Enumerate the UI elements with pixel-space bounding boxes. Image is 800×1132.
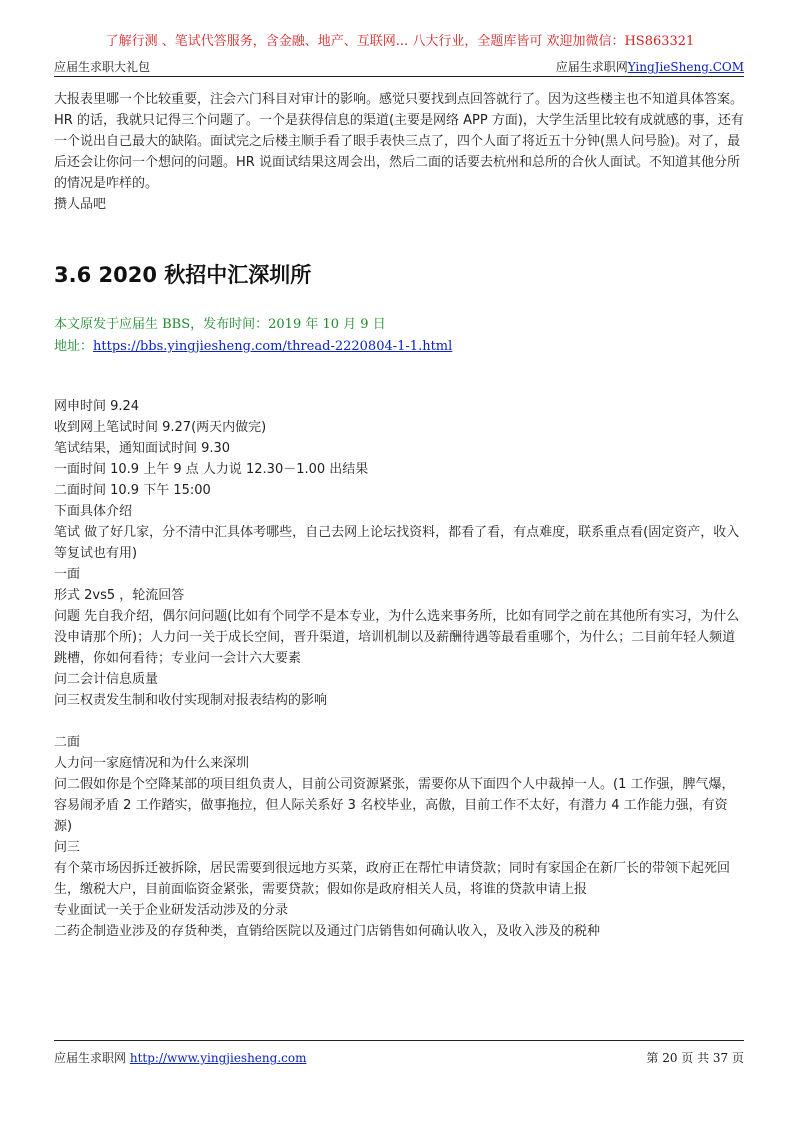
page-number: 第 20 页 共 37 页	[646, 1051, 744, 1065]
interview-line: 一面	[54, 567, 81, 582]
interview-line: 下面具体介绍	[54, 504, 133, 519]
header-site-label: 应届生求职网	[555, 60, 628, 74]
header-site-link[interactable]: YingJieSheng.COM	[627, 60, 744, 74]
section-title: 3.6 2020 秋招中汇深圳所	[54, 263, 312, 287]
page-header	[54, 58, 744, 77]
interview-line: 问三	[54, 840, 81, 855]
interview-line: 二面	[54, 735, 81, 750]
source-info	[54, 314, 452, 358]
page-footer	[54, 1040, 744, 1066]
source-address-label: 地址：	[54, 339, 94, 354]
interview-line: 人力问一家庭情况和为什么来深圳	[54, 756, 250, 771]
interview-line: 问三权责发生制和收付实现制对报表结构的影响	[54, 693, 328, 708]
interview-line: 形式 2vs5 ，轮流回答	[54, 588, 185, 603]
source-address-link[interactable]: https://bbs.yingjiesheng.com/thread-2220804-1-1.html	[93, 339, 453, 354]
interview-line: 问题 先自我介绍，偶尔问问题(比如有个同学不是本专业，为什么选来事务所，比如有同学之前在其他所有实习，为什么没申请那个所)；人力问一关于成长空间，晋升渠道，培训机制以及薪酬待遇等最看重哪个，为什么；二目前年轻人频道跳槽，你如何看待；专业问一会计六大要素	[54, 609, 740, 666]
interview-line: 有个菜市场因拆迁被拆除，居民需要到很远地方买菜，政府正在帮忙申请贷款；同时有家国企在新厂长的带领下起死回生，缴税大户，目前面临资金紧张，需要贷款；假如你是政府相关人员，将谁的贷款申请上报	[54, 861, 731, 897]
interview-line: 网申时间 9.24	[54, 399, 140, 414]
source-published: 本文原发于应届生 BBS，发布时间：2019 年 10 月 9 日	[54, 317, 386, 332]
interview-line: 问二假如你是个空降某部的项目组负责人，目前公司资源紧张，需要你从下面四个人中裁掉一人。(1 工作强，脾气爆，容易闹矛盾 2 工作踏实，做事拖拉，但人际关系好 3 名校毕业，高傲，目前工作不太好，有潜力 4 工作能力强，有资源)	[54, 777, 735, 834]
intro-paragraph: 攒人品吧	[54, 197, 107, 212]
interview-line: 收到网上笔试时间 9.27(两天内做完)	[54, 420, 267, 435]
source-address	[54, 336, 452, 358]
header-site	[556, 58, 744, 76]
header-title: 应届生求职大礼包	[54, 60, 151, 74]
interview-line	[54, 711, 744, 732]
footer-site-link[interactable]: http://www.yingjiesheng.com	[129, 1051, 307, 1065]
interview-line: 二面时间 10.9 下午 15:00	[54, 483, 211, 498]
interview-line: 笔试 做了好几家，分不清中汇具体考哪些，自己去网上论坛找资料，都看了看，有点难度，联系重点看(固定资产，收入等复试也有用)	[54, 525, 740, 561]
interview-line: 问二会计信息质量	[54, 672, 159, 687]
footer-site	[54, 1049, 306, 1067]
interview-line: 专业面试一关于企业研发活动涉及的分录	[54, 903, 289, 918]
interview-line: 一面时间 10.9 上午 9 点 人力说 12.30－1.00 出结果	[54, 462, 369, 477]
intro-paragraph: 大报表里哪一个比较重要，注会六门科目对审计的影响。感觉只要找到点回答就行了。因为这些楼主也不知道具体答案。HR 的话，我就只记得三个问题了。一个是获得信息的渠道(主要是网络 APP 方面)，大学生活里比较有成就感的事，还有一个说出自己最大的缺陷。面试完之后楼主顺手看了眼手表快三点了，四个人面了将近五十分钟(黑人问号脸)。对了，最后还会让你问一个想问的问题。HR 说面试结果这周会出，然后二面的话要去杭州和总所的合伙人面试。不知道其他分所的情况是咋样的。	[54, 92, 744, 191]
interview-line: 二药企制造业涉及的存货种类，直销给医院以及通过门店销售如何确认收入，及收入涉及的税种	[54, 924, 601, 939]
interview-text	[54, 396, 744, 942]
promo-banner: 了解行测 、笔试代答服务，含金融、地产、互联网... 八大行业，全题库皆可 欢迎加微信：HS863321	[105, 34, 695, 49]
interview-line: 笔试结果，通知面试时间 9.30	[54, 441, 231, 456]
intro-text	[54, 89, 744, 215]
footer-site-label: 应届生求职网	[54, 1051, 127, 1065]
